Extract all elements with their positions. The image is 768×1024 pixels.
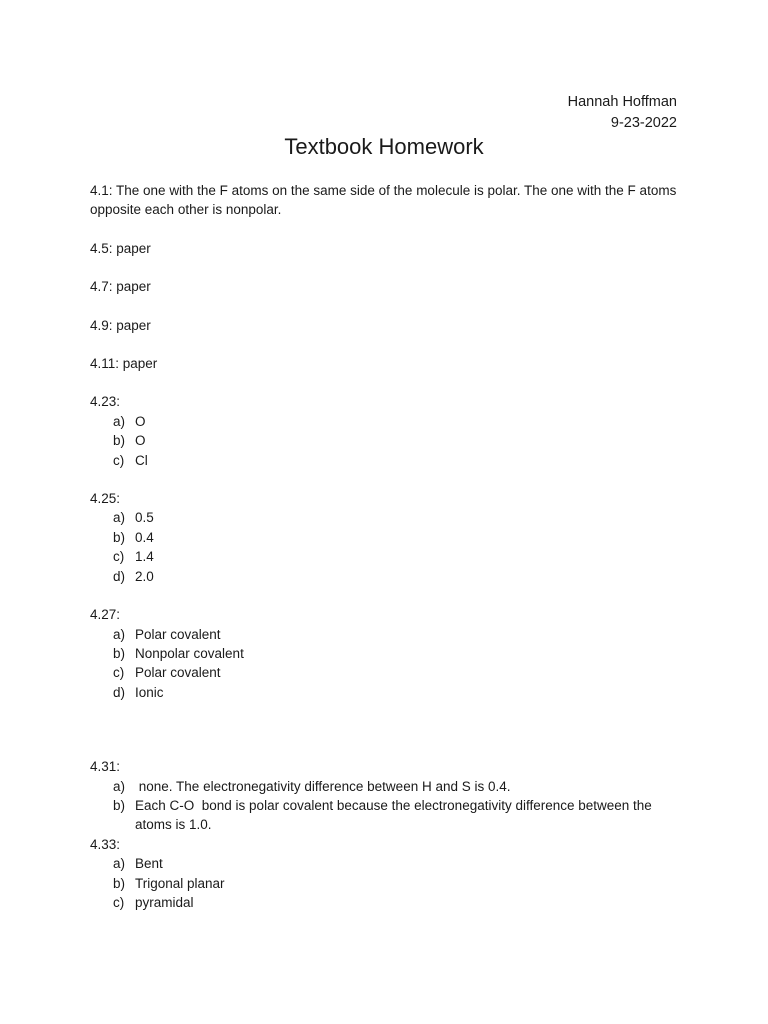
answer-item xyxy=(90,796,680,835)
question-4-25 xyxy=(90,489,680,586)
answer-text: none. The electronegativity difference between H and S is 0.4. xyxy=(135,778,511,794)
answer-marker: b) xyxy=(113,875,126,891)
answer-text: Polar covalent xyxy=(135,626,221,642)
answer-marker: c) xyxy=(113,452,125,468)
question-4-5 xyxy=(90,239,680,258)
document-date: 9-23-2022 xyxy=(610,115,677,131)
question-4-33-label: 4.33: xyxy=(90,836,121,852)
answer-list xyxy=(90,412,680,470)
answer-text: 0.4 xyxy=(135,529,154,545)
answer-marker: a) xyxy=(113,856,126,872)
answer-item xyxy=(90,854,680,873)
question-4-9-text: 4.9: paper xyxy=(90,317,151,333)
question-4-23 xyxy=(90,392,680,470)
answer-text: Ionic xyxy=(135,684,164,700)
answer-text: Polar covalent xyxy=(135,665,221,681)
answer-marker: d) xyxy=(113,684,126,700)
answer-item xyxy=(90,547,680,566)
answer-marker: a) xyxy=(113,510,126,526)
question-4-7-text: 4.7: paper xyxy=(90,279,151,295)
question-4-31 xyxy=(90,757,680,835)
answer-item xyxy=(90,683,680,702)
question-4-23-label: 4.23: xyxy=(90,394,121,410)
document-title: Textbook Homework xyxy=(284,134,484,159)
answer-marker: b) xyxy=(113,645,126,661)
header-info xyxy=(568,92,677,134)
question-4-25-label: 4.25: xyxy=(90,491,121,507)
answer-item xyxy=(90,893,680,912)
document-body xyxy=(90,181,680,912)
question-4-5-text: 4.5: paper xyxy=(90,240,151,256)
question-4-11 xyxy=(90,354,680,373)
answer-item xyxy=(90,644,680,663)
question-4-11-text: 4.11: paper xyxy=(90,356,158,372)
answer-text: Each C-O bond is polar covalent because the electronegativity difference between the atoms is 1.0. xyxy=(135,797,656,833)
answer-text: O xyxy=(135,413,146,429)
author-name: Hannah Hoffman xyxy=(567,94,677,110)
answer-text: Bent xyxy=(135,856,163,872)
answer-item xyxy=(90,508,680,527)
answer-marker: b) xyxy=(113,529,126,545)
answer-text: 2.0 xyxy=(135,568,154,584)
question-4-1-text: 4.1: The one with the F atoms on the same side of the molecule is polar. The one with the F atoms opposite each other is nonpolar. xyxy=(90,183,677,218)
answer-marker: b) xyxy=(113,433,126,449)
answer-text: pyramidal xyxy=(135,894,194,910)
answer-marker: c) xyxy=(113,665,125,681)
answer-item xyxy=(90,663,680,682)
question-4-1 xyxy=(90,181,680,220)
answer-text: Cl xyxy=(135,452,148,468)
answer-text: 1.4 xyxy=(135,549,154,565)
answer-list xyxy=(90,625,680,703)
answer-list xyxy=(90,508,680,586)
answer-text: Trigonal planar xyxy=(135,875,225,891)
answer-marker: a) xyxy=(113,413,126,429)
answer-marker: c) xyxy=(113,894,125,910)
question-4-27-label: 4.27: xyxy=(90,607,121,623)
answer-list xyxy=(90,854,680,912)
answer-list xyxy=(90,777,680,835)
answer-text: O xyxy=(135,433,146,449)
question-4-9 xyxy=(90,316,680,335)
answer-text: Nonpolar covalent xyxy=(135,645,244,661)
answer-marker: a) xyxy=(113,626,126,642)
answer-item xyxy=(90,777,680,796)
answer-item xyxy=(90,528,680,547)
question-4-33 xyxy=(90,835,680,913)
answer-item xyxy=(90,625,680,644)
answer-text: 0.5 xyxy=(135,510,154,526)
question-4-7 xyxy=(90,277,680,296)
answer-item xyxy=(90,874,680,893)
answer-marker: a) xyxy=(113,778,126,794)
answer-item xyxy=(90,567,680,586)
question-4-31-label: 4.31: xyxy=(90,759,121,775)
answer-item xyxy=(90,412,680,431)
answer-marker: d) xyxy=(113,568,126,584)
answer-item xyxy=(90,431,680,450)
answer-item xyxy=(90,451,680,470)
question-4-27 xyxy=(90,605,680,702)
answer-marker: b) xyxy=(113,797,126,813)
answer-marker: c) xyxy=(113,549,125,565)
